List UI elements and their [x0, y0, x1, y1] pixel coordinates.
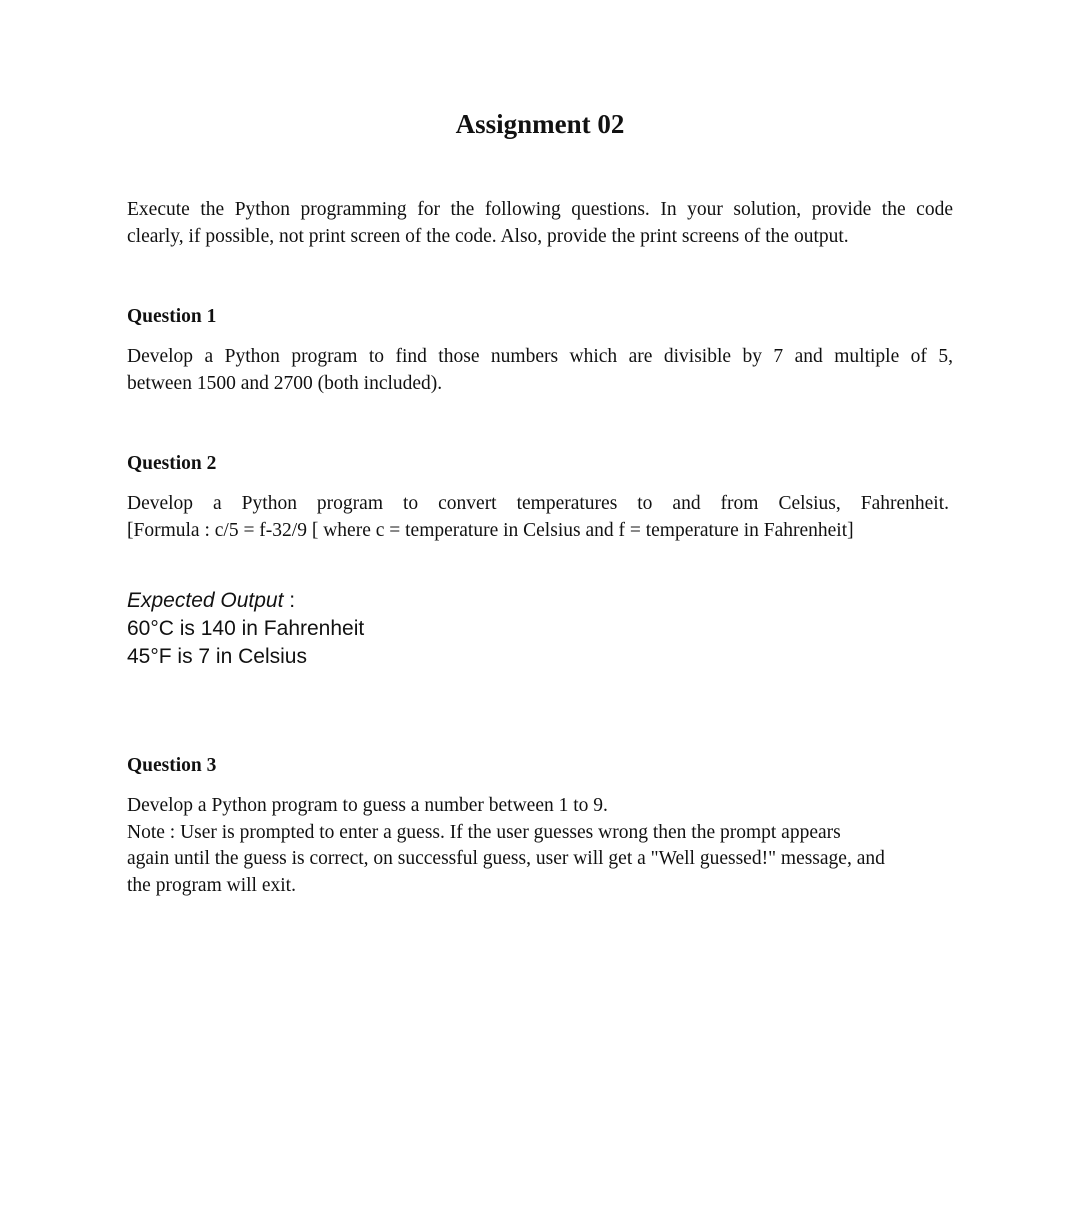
- question-3-line-3: again until the guess is correct, on successful guess, user will get a "Well guessed!" message, and: [127, 848, 885, 869]
- intro-line-1: Execute the Python programming for the following questions. In your solution, provide the code: [127, 199, 953, 220]
- question-2-heading: Question 2: [127, 453, 217, 474]
- question-3-heading: Question 3: [127, 755, 217, 776]
- expected-output-label: Expected Output: [127, 589, 284, 612]
- question-2-line-1: Develop a Python program to convert temperatures to and from Celsius, Fahrenheit.: [127, 493, 949, 514]
- question-1-text: [127, 344, 953, 397]
- question-1-line-1: Develop a Python program to find those numbers which are divisible by 7 and multiple of 5,: [127, 346, 953, 367]
- question-1-line-2: between 1500 and 2700 (both included).: [127, 372, 443, 394]
- intro-paragraph: [127, 197, 953, 250]
- question-3-line-1: Develop a Python program to guess a number between 1 to 9.: [127, 795, 608, 816]
- document-title: Assignment 02: [455, 109, 625, 139]
- intro-line-2: clearly, if possible, not print screen of the code. Also, provide the print screens of the output.: [127, 225, 849, 247]
- expected-output-heading: [127, 587, 953, 615]
- expected-output-line-1: 60°C is 140 in Fahrenheit: [127, 617, 365, 640]
- expected-output-line-2: 45°F is 7 in Celsius: [127, 645, 307, 668]
- question-2-line-2: [Formula : c/5 = f-32/9 [ where c = temperature in Celsius and f = temperature in Fahrenheit]: [127, 519, 854, 541]
- question-2-text: [127, 491, 949, 544]
- question-3-line-2: Note : User is prompted to enter a guess. If the user guesses wrong then the prompt appears: [127, 821, 841, 843]
- expected-output-colon: :: [283, 589, 296, 612]
- question-3-line-4: the program will exit.: [127, 874, 296, 896]
- question-3-text: [127, 793, 953, 899]
- question-1-heading: Question 1: [127, 306, 217, 327]
- expected-output: [127, 587, 953, 671]
